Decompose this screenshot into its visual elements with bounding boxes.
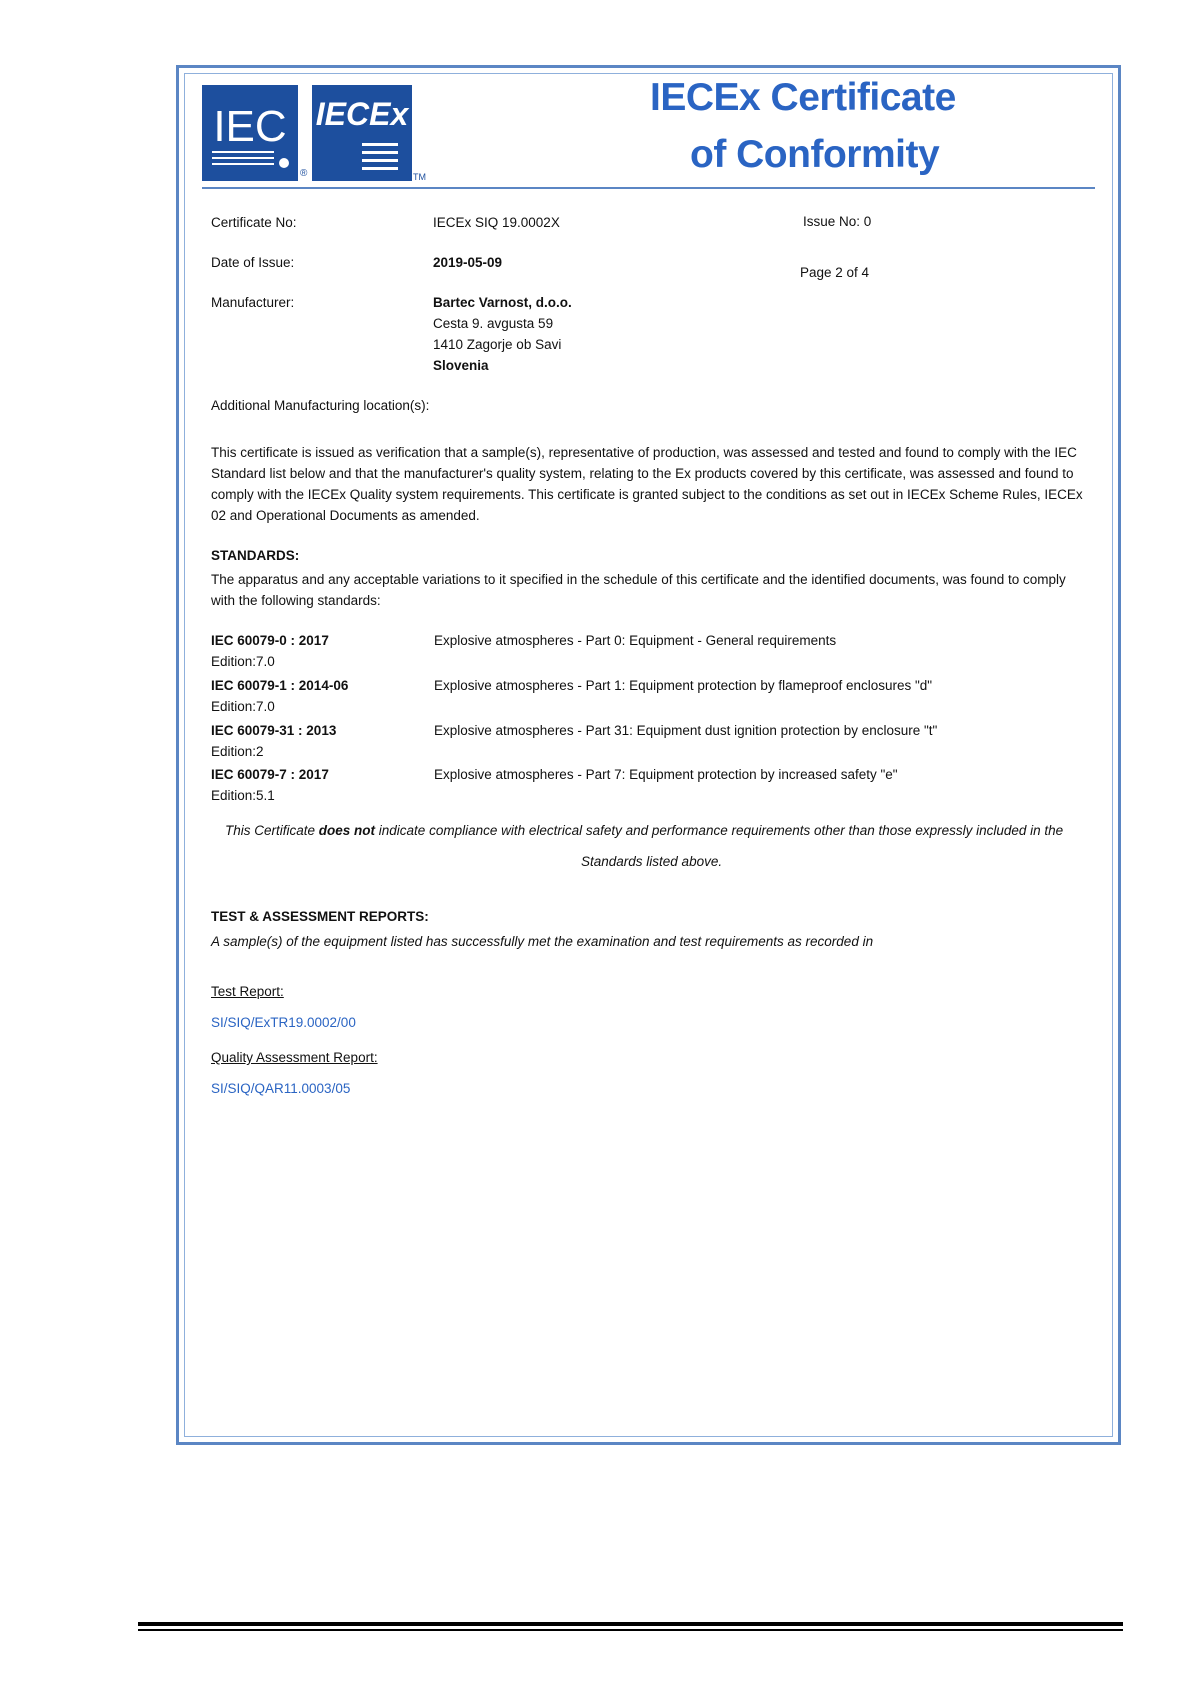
reports-intro: A sample(s) of the equipment listed has successfully met the examination and test requirements as recorded in xyxy=(211,934,874,949)
footer-rule-thin xyxy=(138,1629,1123,1631)
additional-locations-label: Additional Manufacturing location(s): xyxy=(211,398,430,413)
standard-description: Explosive atmospheres - Part 0: Equipment - General requirements xyxy=(434,633,837,648)
date-of-issue-value: 2019-05-09 xyxy=(433,255,503,270)
certificate-inner-border xyxy=(184,73,1113,1437)
trademark-mark: TM xyxy=(413,172,426,182)
certificate-title-line1: IECEx Certificate xyxy=(650,76,956,119)
manufacturer-street: Cesta 9. avgusta 59 xyxy=(433,316,554,331)
date-of-issue-label: Date of Issue: xyxy=(211,255,295,270)
certificate-no-value: IECEx SIQ 19.0002X xyxy=(433,215,560,230)
iec-logo xyxy=(202,85,298,181)
compliance-note-line2: Standards listed above. xyxy=(581,854,723,869)
quality-report-link[interactable]: SI/SIQ/QAR11.0003/05 xyxy=(211,1081,351,1096)
standard-code: IEC 60079-31 : 2013 xyxy=(211,723,337,738)
standard-edition: Edition:5.1 xyxy=(211,788,275,803)
manufacturer-name: Bartec Varnost, d.o.o. xyxy=(433,295,572,310)
standards-heading: STANDARDS: xyxy=(211,548,300,563)
standard-edition: Edition:2 xyxy=(211,744,264,759)
standard-description: Explosive atmospheres - Part 1: Equipment protection by flameproof enclosures "d" xyxy=(434,678,933,693)
test-report-label: Test Report: xyxy=(211,984,284,999)
footer-rule xyxy=(138,1622,1123,1626)
registered-mark: ® xyxy=(300,168,308,179)
header-divider xyxy=(202,187,1095,189)
certificate-title-line2: of Conformity xyxy=(690,133,940,176)
manufacturer-label: Manufacturer: xyxy=(211,295,295,310)
standard-edition: Edition:7.0 xyxy=(211,654,275,669)
standard-edition: Edition:7.0 xyxy=(211,699,275,714)
standard-code: IEC 60079-7 : 2017 xyxy=(211,767,329,782)
manufacturer-city: 1410 Zagorje ob Savi xyxy=(433,337,562,352)
intro-paragraph: This certificate is issued as verification that a sample(s), representative of production, was assessed and tested and found to comply with the IEC Standard list below and that the manufacturer's quality system, relating to the Ex products covered by this certificate, was assessed and found to comply with the IECEx Quality system requirements. This certificate is granted subject to the conditions as set out in IECEx Scheme Rules, IECEx 02 and Operational Documents as amended. xyxy=(211,445,1083,523)
compliance-note-end: indicate compliance with electrical safety and performance requirements other than those expressly included in the xyxy=(375,823,1064,838)
standard-code: IEC 60079-0 : 2017 xyxy=(211,633,329,648)
test-report-link[interactable]: SI/SIQ/ExTR19.0002/00 xyxy=(211,1015,356,1030)
standard-code: IEC 60079-1 : 2014-06 xyxy=(211,678,349,693)
iecex-logo xyxy=(312,85,412,181)
page-number: Page 2 of 4 xyxy=(800,265,870,280)
reports-heading: TEST & ASSESSMENT REPORTS: xyxy=(211,909,429,924)
certificate-no-label: Certificate No: xyxy=(211,215,297,230)
iecex-logo-text: IECEx xyxy=(315,96,409,132)
compliance-note xyxy=(225,820,1063,841)
compliance-note-emphasis: does not xyxy=(318,823,376,838)
standard-description: Explosive atmospheres - Part 7: Equipment protection by increased safety "e" xyxy=(434,767,898,782)
standard-description: Explosive atmospheres - Part 31: Equipment dust ignition protection by enclosure "t" xyxy=(434,723,938,738)
manufacturer-country: Slovenia xyxy=(433,358,489,373)
iec-logo-text: IEC xyxy=(213,102,287,151)
issue-no: Issue No: 0 xyxy=(803,214,872,229)
standards-intro: The apparatus and any acceptable variations to it specified in the schedule of this certificate and the identified documents, was found to comply with the following standards: xyxy=(211,572,1066,608)
quality-report-label: Quality Assessment Report: xyxy=(211,1050,378,1065)
compliance-note-start: This Certificate xyxy=(225,823,319,838)
certificate-border xyxy=(176,65,1121,1445)
